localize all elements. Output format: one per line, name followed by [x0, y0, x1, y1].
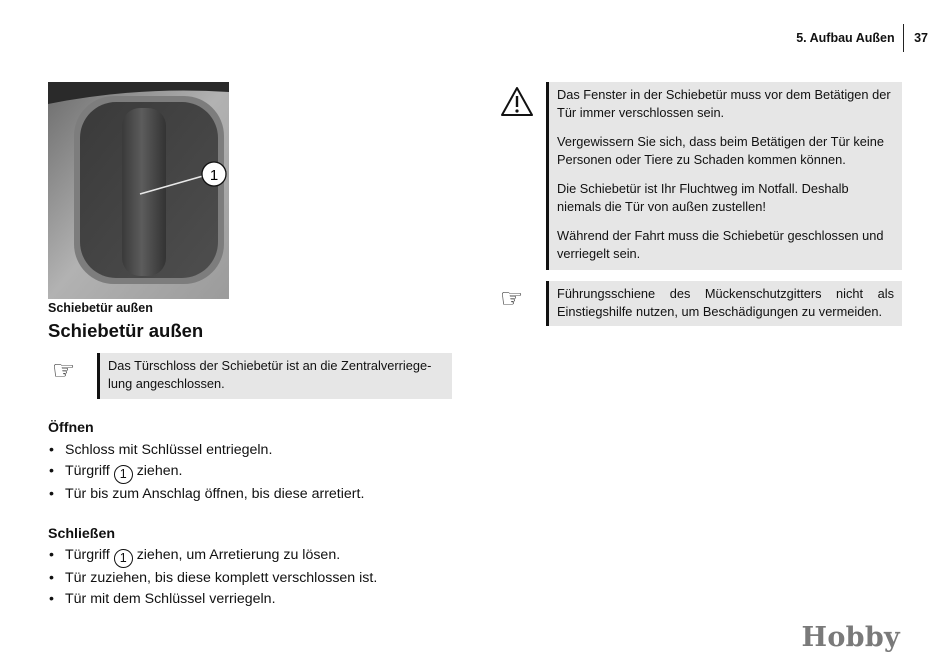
list-item: • Schloss mit Schlüssel entriegeln.: [48, 440, 364, 461]
hobby-logo: Hobby: [801, 622, 900, 653]
list-item: • Türgriff 1 ziehen, um Arretierung zu lösen.: [48, 545, 377, 568]
hint-box: [546, 281, 902, 326]
close-heading: Schließen: [48, 526, 116, 542]
callout-number: 1: [209, 167, 219, 184]
list-item: • Tür mit dem Schlüssel verriegeln.: [48, 589, 377, 610]
hint-text: Führungsschiene des Mückenschutzgitters nicht als Einstiegshilfe nutzen, um Beschädigungen zu vermeiden.: [557, 286, 894, 319]
pointing-hand-icon: ☞: [52, 355, 76, 385]
list-item: • Tür zuziehen, bis diese komplett verschlossen ist.: [48, 568, 377, 589]
page-header: [796, 24, 928, 52]
list-item: • Türgriff 1 ziehen.: [48, 461, 364, 484]
close-steps: [48, 545, 377, 611]
page-number: 37: [914, 31, 928, 45]
callout-ref: 1: [114, 549, 133, 568]
warning-triangle-icon: [500, 86, 534, 117]
door-handle-photo: [48, 82, 229, 299]
lock-note-text: Das Türschloss der Schiebetür ist an die Zentralverriege-lung angeschlossen.: [108, 358, 432, 391]
door-handle-illustration: [48, 82, 229, 299]
lock-note-box: [97, 353, 452, 399]
list-item: • Tür bis zum Anschlag öffnen, bis diese arretiert.: [48, 484, 364, 505]
figure-caption: Schiebetür außen: [48, 301, 153, 315]
warning-paragraph: Die Schiebetür ist Ihr Fluchtweg im Notfall. Deshalb niemals die Tür von außen zustellen!: [557, 181, 849, 214]
warning-paragraph: Vergewissern Sie sich, dass beim Betätigen der Tür keine Personen oder Tiere zu Schaden kommen können.: [557, 134, 884, 167]
header-divider: [903, 24, 905, 52]
warning-paragraph: Während der Fahrt muss die Schiebetür geschlossen und verriegelt sein.: [557, 228, 884, 261]
pointing-hand-icon: ☞: [500, 283, 524, 313]
warning-paragraph: Das Fenster in der Schiebetür muss vor dem Betätigen der Tür immer verschlossen sein.: [557, 87, 891, 120]
callout-ref: 1: [114, 465, 133, 484]
open-steps: [48, 440, 364, 506]
section-title: 5. Aufbau Außen: [796, 31, 895, 45]
warning-box: [546, 82, 902, 270]
open-heading: Öffnen: [48, 420, 94, 436]
section-heading: Schiebetür außen: [48, 320, 204, 341]
